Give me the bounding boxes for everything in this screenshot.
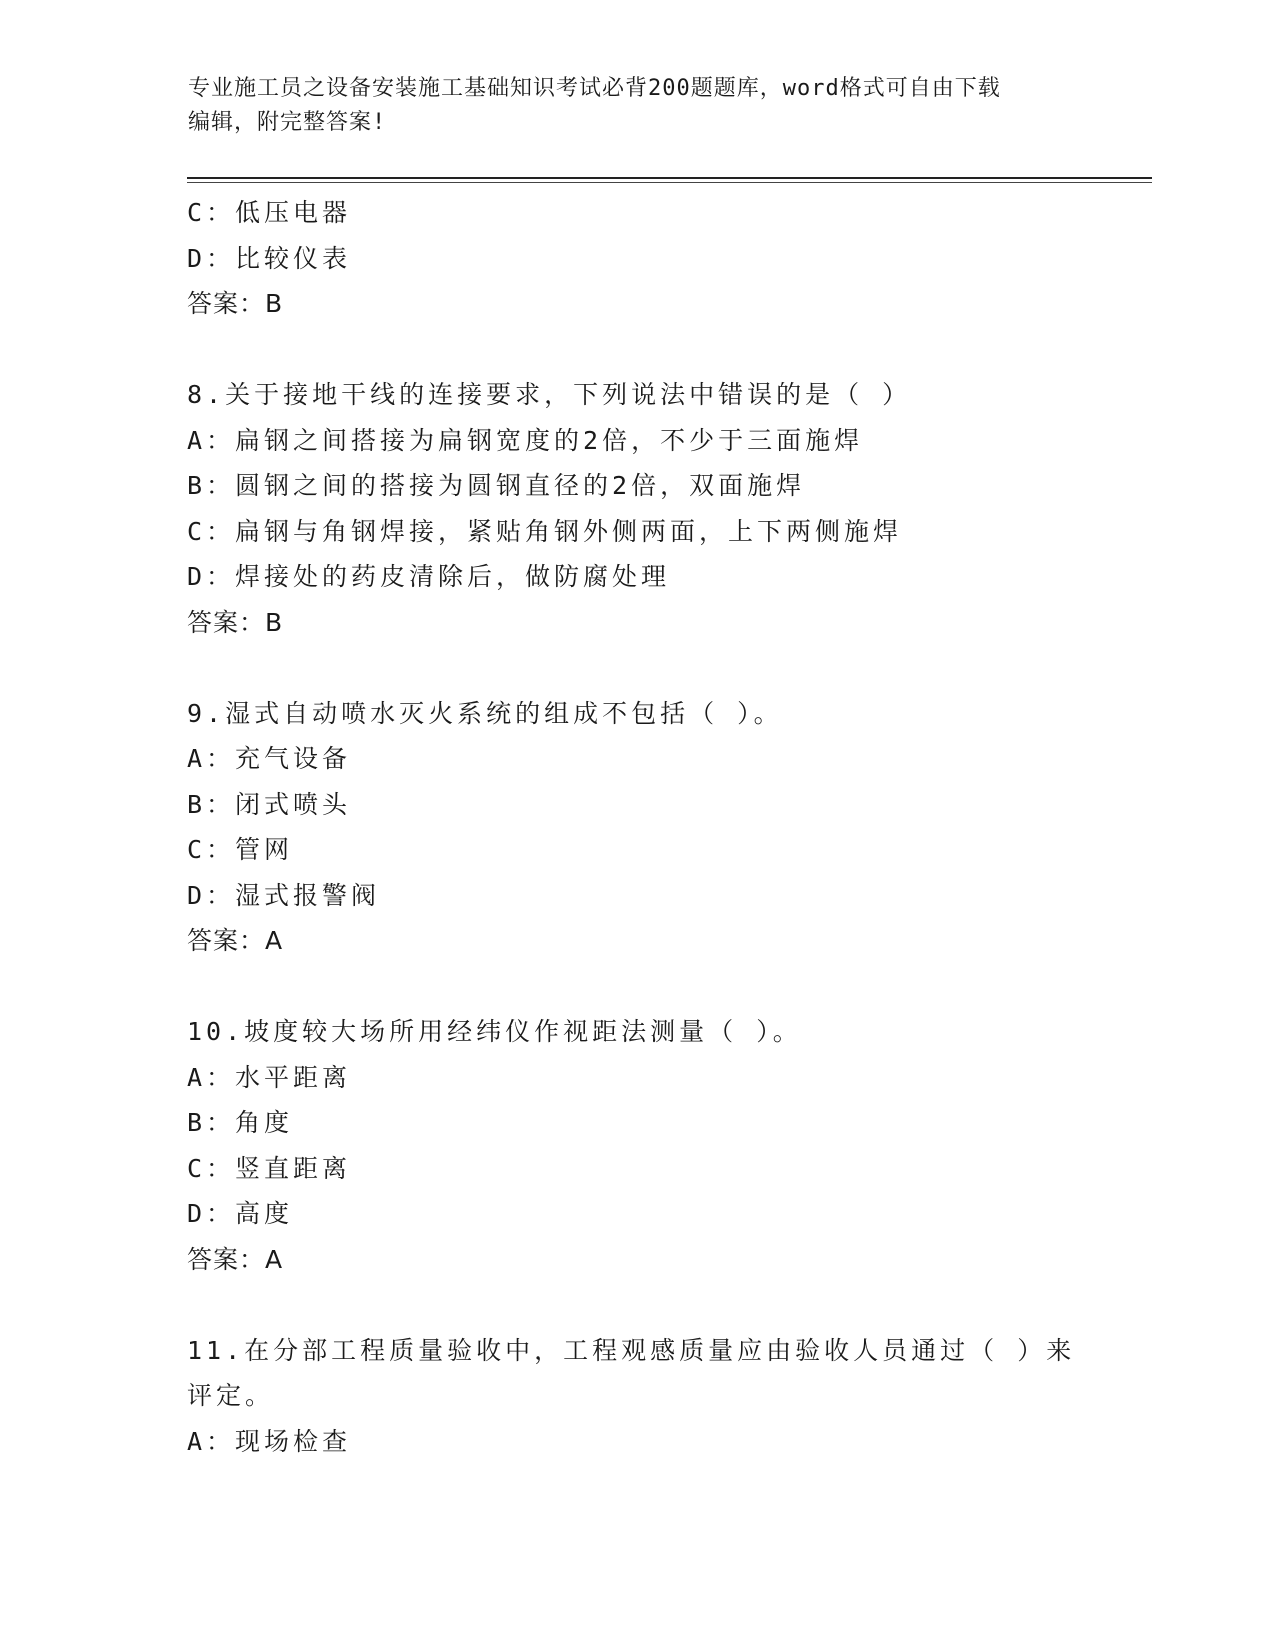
option-b: B：圆钢之间的搭接为圆钢直径的2倍，双面施焊 [187, 471, 806, 500]
question-stem: 9.湿式自动喷水灭火系统的组成不包括（ ）。 [187, 698, 783, 728]
option-c: C：扁钢与角钢焊接，紧贴角钢外侧两面，上下两侧施焊 [187, 516, 903, 546]
option-a: A：水平距离 [187, 1062, 352, 1092]
question-stem-line-1: 11.在分部工程质量验收中，工程观感质量应由验收人员通过（ ）来 [187, 1335, 1076, 1365]
option-d: D：焊接处的药皮清除后，做防腐处理 [187, 562, 671, 591]
answer: 答案：B [187, 607, 284, 637]
question-10 [187, 1009, 1087, 1282]
question-9 [187, 691, 1087, 964]
option-c: C：低压电器 [187, 198, 352, 227]
question-8 [187, 372, 1087, 645]
header-rule-thick [187, 177, 1152, 179]
question-stem: 10.坡度较大场所用经纬仪作视距法测量（ ）。 [187, 1017, 802, 1046]
option-b: B：闭式喷头 [187, 789, 352, 819]
answer: 答案：A [187, 926, 284, 955]
spacer [187, 645, 1087, 691]
option-a: A：充气设备 [187, 744, 352, 773]
answer: 答案：A [187, 1244, 284, 1274]
spacer [187, 964, 1087, 1010]
spacer [187, 327, 1087, 373]
question-stem-line-2: 评定。 [187, 1381, 275, 1410]
header-line-1: 专业施工员之设备安装施工基础知识考试必背200题题库，word格式可自由下载 [188, 76, 1001, 101]
answer: 答案：B [187, 289, 284, 318]
document-header [188, 72, 1088, 140]
option-d: D：湿式报警阀 [187, 880, 381, 910]
option-a: A：扁钢之间搭接为扁钢宽度的2倍，不少于三面施焊 [187, 425, 864, 455]
option-d: D：高度 [187, 1199, 294, 1228]
option-d: D：比较仪表 [187, 243, 352, 273]
option-c: C：竖直距离 [187, 1153, 352, 1183]
question-list [187, 190, 1087, 1464]
header-line-2: 编辑，附完整答案! [188, 110, 387, 135]
question-7-tail [187, 190, 1087, 327]
option-b: B：角度 [187, 1108, 294, 1137]
header-rule-thin [187, 182, 1152, 183]
question-11 [187, 1328, 1087, 1465]
option-a: A：现场检查 [187, 1426, 352, 1456]
spacer [187, 1282, 1087, 1328]
question-stem: 8.关于接地干线的连接要求，下列说法中错误的是（ ） [187, 380, 912, 409]
option-c: C：管网 [187, 835, 294, 864]
